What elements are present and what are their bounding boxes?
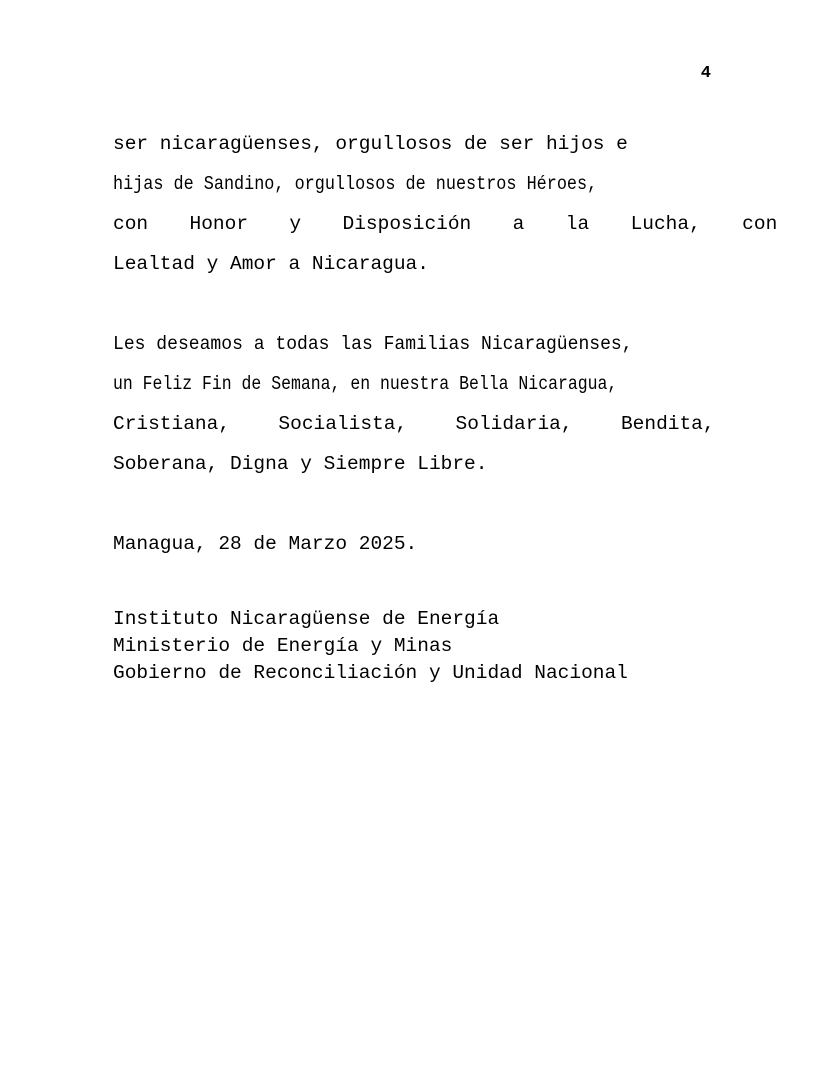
signature-line-government: Gobierno de Reconciliación y Unidad Nacional: [113, 662, 628, 684]
document-body: [113, 124, 778, 484]
signature-line-ministry: Ministerio de Energía y Minas: [113, 635, 453, 657]
paragraph-2: [113, 324, 715, 484]
signature-block: [113, 606, 753, 687]
paragraph-1-line-2: hijas de Sandino, orgullosos de nuestros Héroes,: [113, 173, 598, 195]
signature-line-institution: Instituto Nicaragüense de Energía: [113, 608, 500, 630]
paragraph-2-line-1: Les deseamos a todas las Familias Nicaragüenses,: [113, 333, 633, 355]
paragraph-2-line-4: Soberana, Digna y Siempre Libre.: [113, 453, 488, 475]
paragraph-1-line-3: con Honor y Disposición a la Lucha, con: [113, 213, 778, 235]
dateline: Managua, 28 de Marzo 2025.: [113, 533, 418, 555]
paragraph-1-line-1: ser nicaragüenses, orgullosos de ser hijos e: [113, 133, 628, 155]
paragraph-1-line-4: Lealtad y Amor a Nicaragua.: [113, 253, 429, 275]
page-number: 4: [700, 64, 711, 83]
paragraph-2-line-3: Cristiana, Socialista, Solidaria, Bendita,: [113, 413, 715, 435]
paragraph-2-line-2: un Feliz Fin de Semana, en nuestra Bella Nicaragua,: [113, 373, 618, 395]
paragraph-1: [113, 124, 778, 284]
